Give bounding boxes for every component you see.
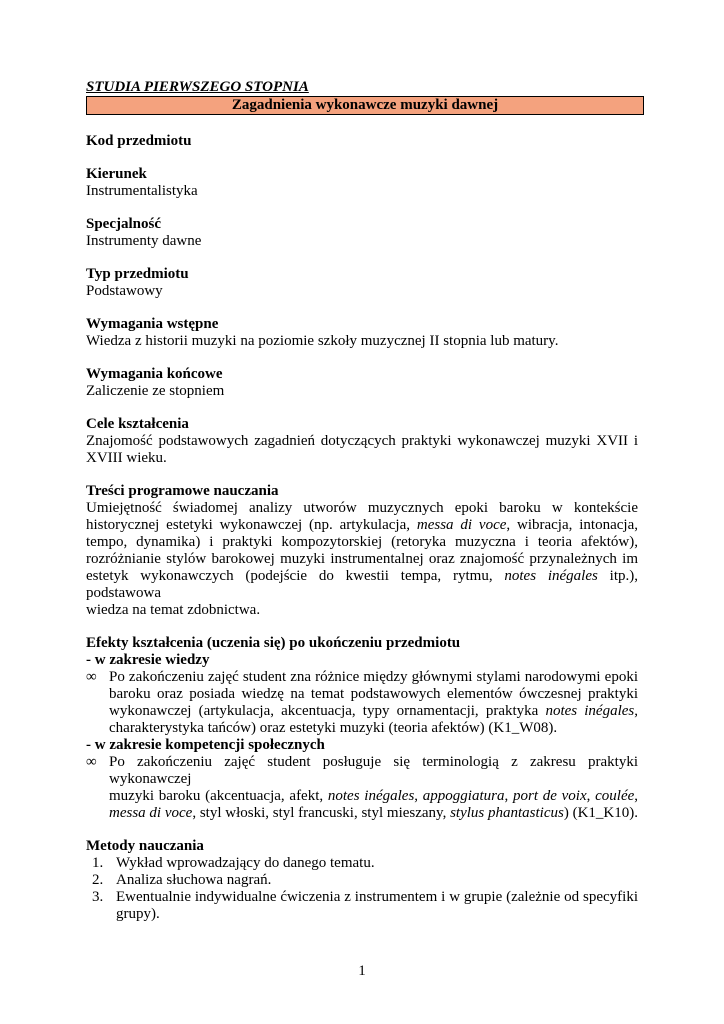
social-text: muzyki baroku (akcentuacja, afekt, [109,788,328,804]
prerequisites-label: Wymagania wstępne [86,316,219,332]
final-requirements-section [86,366,638,400]
study-level-heading: STUDIA PIERWSZEGO STOPNIA [86,79,309,95]
field-value: Instrumentalistyka [86,183,198,199]
specialty-value: Instrumenty dawne [86,233,202,249]
social-bullet [86,754,638,822]
knowledge-term: notes inégales [545,703,635,719]
objectives-line: XVIII wieku. [86,450,167,466]
methods-section [86,838,638,923]
social-text: , [634,788,639,804]
program-text: historycznej estetyki wykonawczej (np. artykulacja [86,517,407,533]
field-label: Kierunek [86,166,147,182]
social-label: - w zakresie kompetencji społecznych [86,737,325,753]
item-text: Ewentualnie indywidualne ćwiczenia z instrumentem i w grupie (zależnie od specyfiki [116,889,638,905]
knowledge-line [109,703,638,720]
course-code-label: Kod przedmiotu [86,133,192,149]
item-number: 3. [92,889,104,905]
knowledge-bullet [86,669,638,737]
knowledge-line: baroku oraz posiada wiedzę na temat podstawowych elementów ówczesnej praktyki [109,686,638,702]
social-text: ) (K1_K10). [563,805,638,821]
methods-item [86,889,638,923]
program-line [86,517,638,534]
specialty-label: Specjalność [86,216,161,232]
social-text: , [504,788,513,804]
item-number: 1. [92,855,104,871]
knowledge-line: Po zakończeniu zajęć student zna różnice między głównymi stylami narodowymi epoki [109,669,638,685]
page-number: 1 [358,963,366,979]
document-page [86,78,638,923]
outcomes-section [86,635,638,822]
prerequisites-value: Wiedza z historii muzyki na poziomie szkoły muzycznej II stopnia lub matury. [86,333,559,349]
final-requirements-value: Zaliczenie ze stopniem [86,383,225,399]
item-text: grupy). [116,906,160,922]
social-term: port de voix [512,788,587,804]
knowledge-text: , [634,703,639,719]
course-type-label: Typ przedmiotu [86,266,189,282]
item-text: Analiza słuchowa nagrań. [116,872,272,888]
item-number: 2. [92,872,104,888]
infinity-bullet-icon: ∞ [86,669,97,685]
social-text: , [414,788,423,804]
methods-item [86,872,638,889]
social-term: messa di voce [109,805,193,821]
objectives-label: Cele kształcenia [86,416,189,432]
program-text: estetyk wykonawczych (podejście do kwestii tempa, rytmu, [86,568,505,584]
methods-label: Metody nauczania [86,838,204,854]
program-text: , wibracja, intonacja, [506,517,638,533]
social-line [109,788,638,805]
program-line [86,568,638,602]
field-section [86,166,638,200]
social-term: notes inégales [327,788,415,804]
infinity-bullet-icon: ∞ [86,754,97,770]
social-term: stylus phantasticus [450,805,564,821]
social-text: , [586,788,596,804]
objectives-section [86,416,638,467]
social-term: appoggiatura [422,788,505,804]
final-requirements-label: Wymagania końcowe [86,366,223,382]
course-code-section [86,133,638,150]
social-line: Po zakończeniu zajęć student posługuje się terminologią z zakresu praktyki wykonawczej [109,754,638,787]
course-type-section [86,266,638,300]
program-line: Umiejętność świadomej analizy utworów muzycznych epoki baroku w kontekście [86,500,638,516]
objectives-line: Znajomość podstawowych zagadnień dotyczących praktyki wykonawczej muzyki XVII i [86,433,638,449]
knowledge-label: - w zakresie wiedzy [86,652,210,668]
course-type-value: Podstawowy [86,283,163,299]
item-text: Wykład wprowadzający do danego tematu. [116,855,375,871]
program-label: Treści programowe nauczania [86,483,279,499]
prerequisites-section [86,316,638,350]
program-term: notes inégales [504,568,598,584]
knowledge-line: charakterystyka tańców) oraz estetyki muzyki (teoria afektów) (K1_W08). [109,720,558,736]
knowledge-text: wykonawczej (artykulacja, akcentuacja, typy ornamentacji, praktyka [109,703,546,719]
program-section [86,483,638,619]
social-term: coulée [595,788,635,804]
specialty-section [86,216,638,250]
program-line: wiedza na temat zdobnictwa. [86,602,261,618]
course-title-banner: Zagadnienia wykonawcze muzyki dawnej [86,96,644,115]
social-text: , styl włoski, styl francuski, styl mieszany, [192,805,451,821]
outcomes-label: Efekty kształcenia (uczenia się) po ukończeniu przedmiotu [86,635,461,651]
program-line: rozróżnianie stylów barokowej muzyki instrumentalnej oraz znajomość przynależnych im [86,551,638,567]
program-line: tempo, dynamika) i praktyki kompozytorskiej (retoryka muzyczna i teoria afektów), [86,534,638,550]
program-text: itp.), podstawowa [86,568,638,601]
program-term: , messa di voce [406,517,507,533]
methods-item [86,855,638,872]
social-line [109,805,638,822]
